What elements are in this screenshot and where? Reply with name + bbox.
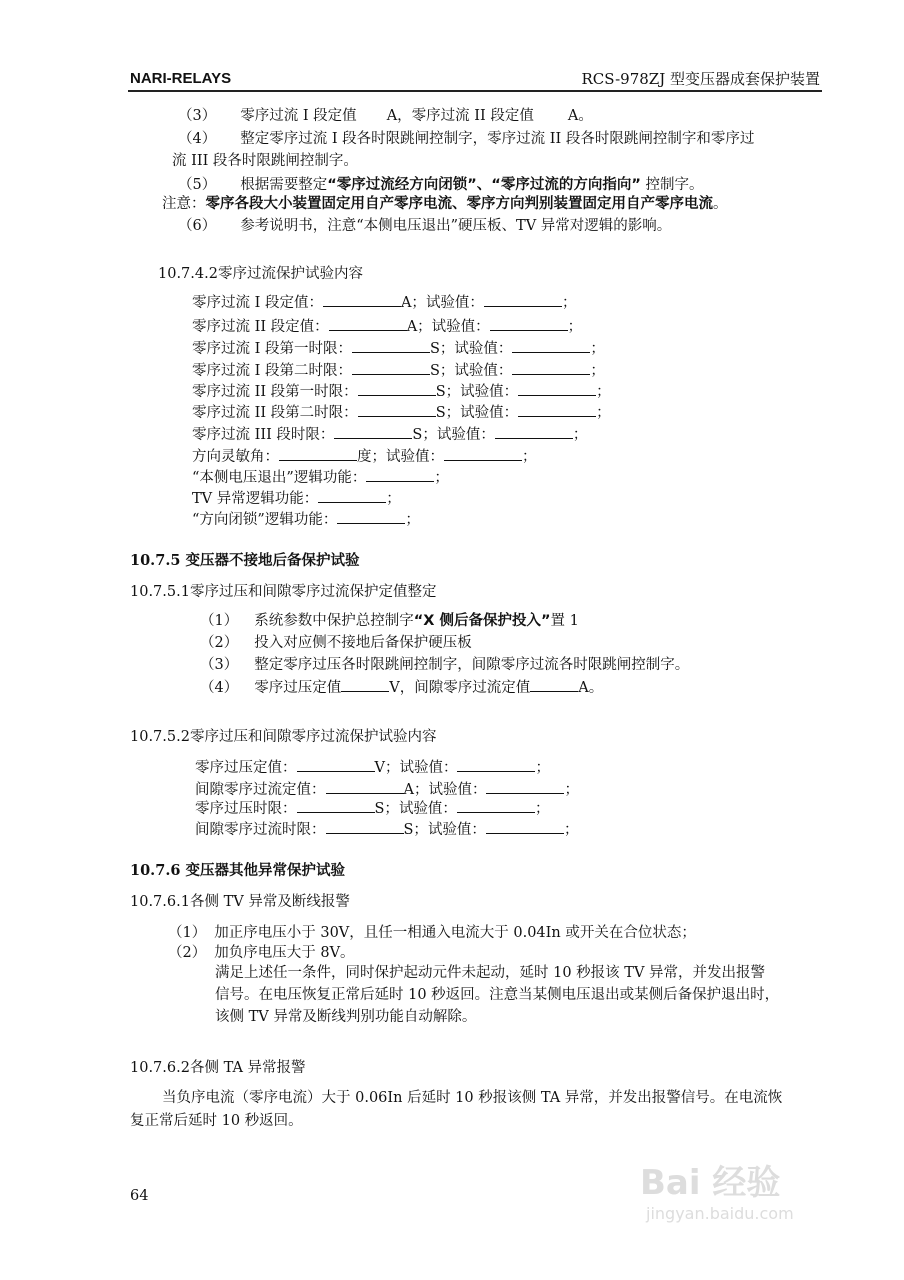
test-label: 试验值： bbox=[454, 341, 513, 357]
form-row bbox=[192, 425, 587, 444]
s4-item-1: （1） 加正序电压小于 30V，且任一相通入电流大于 0.04In 或开关在合位状态； bbox=[168, 925, 696, 941]
unit-label: S； bbox=[435, 405, 461, 421]
end-mark: ； bbox=[386, 491, 401, 507]
field-label: 零序过流 II 段第一时限： bbox=[192, 384, 358, 400]
heading-10-7-5: 10.7.5 变压器不接地后备保护试验 bbox=[130, 552, 360, 569]
unit-label: S； bbox=[412, 427, 437, 443]
blank-field[interactable] bbox=[358, 403, 436, 417]
field-label: 零序过流 I 段第一时限： bbox=[192, 341, 352, 357]
blank-field[interactable] bbox=[495, 425, 573, 439]
header-rule bbox=[128, 90, 822, 92]
blank-field[interactable] bbox=[512, 361, 590, 375]
blank-field[interactable] bbox=[341, 678, 389, 692]
page-number: 64 bbox=[130, 1188, 149, 1204]
blank-field[interactable] bbox=[318, 489, 386, 503]
blank-field[interactable] bbox=[457, 799, 535, 813]
blank-field[interactable] bbox=[530, 678, 578, 692]
blank-field[interactable] bbox=[326, 780, 404, 794]
form-row bbox=[192, 361, 605, 380]
form-row bbox=[192, 468, 449, 487]
s4-para-line: 该侧 TV 异常及断线判别功能自动解除。 bbox=[215, 1009, 477, 1025]
unit-label: S； bbox=[429, 341, 455, 357]
unit-label: S； bbox=[429, 363, 455, 379]
blank-field[interactable] bbox=[366, 468, 434, 482]
blank-field[interactable] bbox=[329, 317, 407, 331]
form-row bbox=[195, 799, 549, 818]
form-row bbox=[192, 447, 537, 466]
blank-field[interactable] bbox=[358, 382, 436, 396]
blank-field[interactable] bbox=[326, 820, 404, 834]
field-label: “本侧电压退出”逻辑功能： bbox=[192, 470, 367, 486]
test-label: 试验值： bbox=[425, 295, 484, 311]
field-label: 零序过流 I 段定值： bbox=[192, 295, 323, 311]
field-label: 间隙零序过流时限： bbox=[195, 822, 326, 838]
blank-field[interactable] bbox=[518, 403, 596, 417]
test-label: 试验值： bbox=[399, 760, 458, 776]
end-mark: ； bbox=[590, 341, 605, 357]
form-row bbox=[192, 317, 582, 336]
s4-para-line: 信号。在电压恢复正常后延时 10 秒返回。注意当某侧电压退出或某侧后备保护退出时， bbox=[215, 987, 780, 1003]
heading-10-7-6-2: 10.7.6.2各侧 TA 异常报警 bbox=[130, 1060, 306, 1076]
blank-field[interactable] bbox=[444, 447, 522, 461]
test-label: 试验值： bbox=[428, 782, 487, 798]
end-mark: ； bbox=[590, 363, 605, 379]
s4-p2-line: 当负序电流（零序电流）大于 0.06In 后延时 10 秒报该侧 TA 异常，并发出报警信号。在电流恢 bbox=[162, 1090, 783, 1106]
test-label: 试验值： bbox=[431, 319, 490, 335]
blank-field[interactable] bbox=[512, 339, 590, 353]
end-mark: ； bbox=[572, 427, 588, 443]
item-6: （6） 参考说明书，注意“本侧电压退出”硬压板、TV 异常对逻辑的影响。 bbox=[178, 218, 672, 234]
heading-10-7-5-2: 10.7.5.2零序过压和间隙零序过流保护试验内容 bbox=[130, 729, 437, 745]
test-label: 试验值： bbox=[460, 405, 519, 421]
s3-item-4: （4） 零序过压定值 V，间隙零序过流定值 A。 bbox=[200, 680, 604, 696]
blank-field[interactable] bbox=[323, 293, 401, 307]
s3-item-2: （2） 投入对应侧不接地后备保护硬压板 bbox=[200, 635, 472, 651]
s4-para-line: 满足上述任一条件，同时保护起动元件未起动，延时 10 秒报该 TV 异常，并发出报警 bbox=[215, 965, 766, 981]
unit-label: V； bbox=[374, 760, 400, 776]
blank-field[interactable] bbox=[352, 361, 430, 375]
end-mark: ； bbox=[564, 782, 579, 798]
end-mark: ； bbox=[405, 512, 420, 528]
s3-item-1: （1） 系统参数中保护总控制字“X 侧后备保护投入”置 1 bbox=[200, 613, 579, 629]
blank-field[interactable] bbox=[297, 799, 375, 813]
s4-p2-line: 复正常后延时 10 秒返回。 bbox=[130, 1113, 303, 1129]
form-row bbox=[195, 820, 578, 839]
note: 注意：零序各段大小装置固定用自产零序电流、零序方向判别装置固定用自产零序电流。 bbox=[162, 196, 728, 212]
field-label: 零序过压时限： bbox=[195, 801, 297, 817]
item-5: （5） 根据需要整定“零序过流经方向闭锁”、“零序过流的方向指向” 控制字。 bbox=[178, 177, 704, 193]
field-label: 零序过压定值： bbox=[195, 760, 297, 776]
test-label: 试验值： bbox=[460, 384, 519, 400]
end-mark: ； bbox=[522, 449, 537, 465]
field-label: “方向闭锁”逻辑功能： bbox=[192, 512, 338, 528]
form-row bbox=[192, 403, 611, 422]
item-4: （4） 整定零序过流 I 段各时限跳闸控制字，零序过流 II 段各时限跳闸控制字和零序过 bbox=[178, 131, 755, 147]
field-label: 零序过流 II 段第二时限： bbox=[192, 405, 358, 421]
end-mark: ； bbox=[563, 822, 579, 838]
blank-field[interactable] bbox=[279, 447, 357, 461]
field-label: 零序过流 I 段第二时限： bbox=[192, 363, 352, 379]
blank-field[interactable] bbox=[486, 780, 564, 794]
form-row bbox=[192, 489, 401, 508]
brand-logo: NARI-RELAYS bbox=[130, 70, 232, 87]
item-4-cont: 流 III 段各时限跳闸控制字。 bbox=[172, 153, 358, 169]
form-row bbox=[192, 339, 605, 358]
unit-label: A； bbox=[403, 782, 429, 798]
end-mark: ； bbox=[596, 384, 611, 400]
form-row bbox=[192, 293, 576, 312]
unit-label: S； bbox=[435, 384, 461, 400]
blank-field[interactable] bbox=[334, 425, 412, 439]
unit-label: 度； bbox=[357, 449, 386, 465]
test-label: 试验值： bbox=[398, 801, 457, 817]
field-label: 方向灵敏角： bbox=[192, 449, 279, 465]
unit-label: S； bbox=[403, 822, 428, 838]
field-label: TV 异常逻辑功能： bbox=[192, 491, 319, 507]
heading-10-7-6-1: 10.7.6.1各侧 TV 异常及断线报警 bbox=[130, 894, 350, 910]
blank-field[interactable] bbox=[297, 758, 375, 772]
end-mark: ； bbox=[567, 319, 583, 335]
field-label: 零序过流 II 段定值： bbox=[192, 319, 329, 335]
end-mark: ； bbox=[561, 295, 577, 311]
heading-10-7-5-1: 10.7.5.1零序过压和间隙零序过流保护定值整定 bbox=[130, 584, 437, 600]
doc-title: RCS-978ZJ 型变压器成套保护装置 bbox=[581, 70, 820, 88]
field-label: 零序过流 III 段时限： bbox=[192, 427, 335, 443]
watermark: Bai 经验 jingyan.baidu.com bbox=[640, 1163, 794, 1223]
test-label: 试验值： bbox=[427, 822, 486, 838]
s4-item-2: （2） 加负序电压大于 8V。 bbox=[168, 945, 355, 961]
field-label: 间隙零序过流定值： bbox=[195, 782, 326, 798]
blank-field[interactable] bbox=[490, 317, 568, 331]
blank-field[interactable] bbox=[484, 293, 562, 307]
unit-label: S； bbox=[374, 801, 399, 817]
end-mark: ； bbox=[534, 801, 550, 817]
end-mark: ； bbox=[434, 470, 449, 486]
test-label: 试验值： bbox=[386, 449, 444, 465]
test-label: 试验值： bbox=[454, 363, 513, 379]
form-row bbox=[195, 780, 579, 799]
unit-label: A； bbox=[406, 319, 432, 335]
s3-item-3: （3） 整定零序过压各时限跳闸控制字，间隙零序过流各时限跳闸控制字。 bbox=[200, 657, 690, 673]
end-mark: ； bbox=[596, 405, 611, 421]
form-row bbox=[192, 382, 611, 401]
heading-10-7-6: 10.7.6 变压器其他异常保护试验 bbox=[130, 862, 345, 879]
heading-10-7-4-2: 10.7.4.2零序过流保护试验内容 bbox=[158, 266, 363, 282]
blank-field[interactable] bbox=[352, 339, 430, 353]
form-row bbox=[192, 510, 420, 529]
blank-field[interactable] bbox=[457, 758, 535, 772]
blank-field[interactable] bbox=[518, 382, 596, 396]
end-mark: ； bbox=[535, 760, 550, 776]
unit-label: A； bbox=[400, 295, 426, 311]
test-label: 试验值： bbox=[436, 427, 495, 443]
blank-field[interactable] bbox=[337, 510, 405, 524]
blank-field[interactable] bbox=[486, 820, 564, 834]
item-3: （3） 零序过流 I 段定值 A，零序过流 II 段定值 A。 bbox=[178, 108, 593, 124]
form-row bbox=[195, 758, 550, 777]
